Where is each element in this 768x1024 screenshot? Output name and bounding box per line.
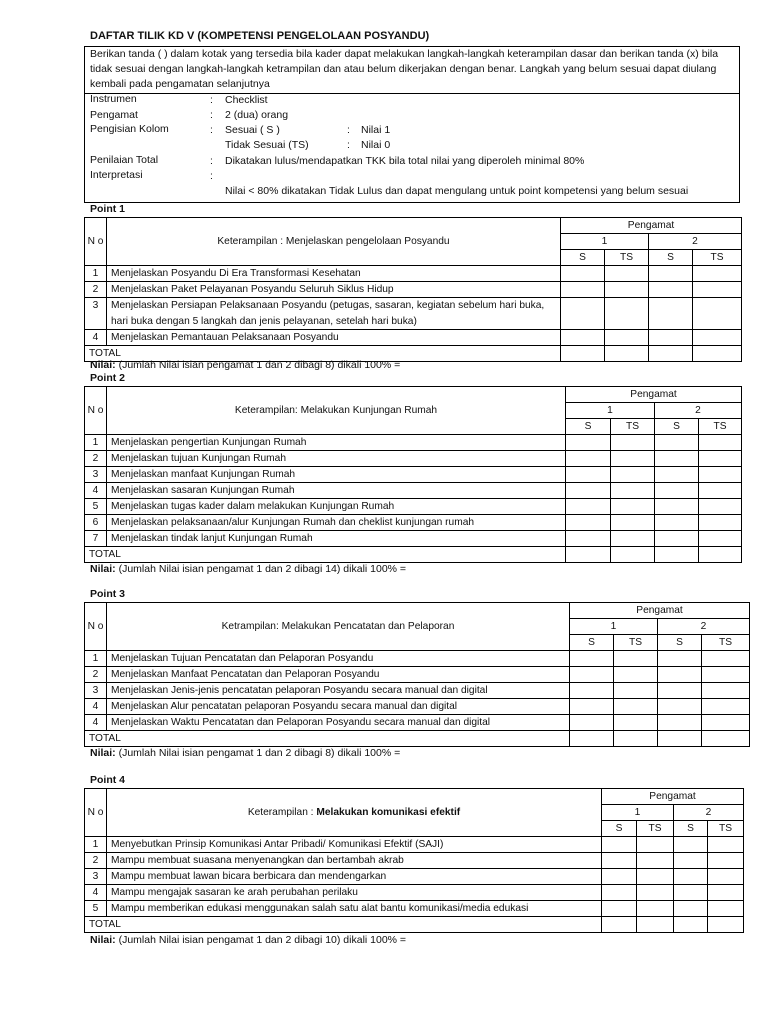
check-cell[interactable] [570, 651, 614, 667]
check-cell[interactable] [702, 731, 750, 747]
table-row [85, 435, 742, 451]
check-cell[interactable] [611, 435, 655, 451]
check-cell[interactable] [611, 483, 655, 499]
nilai-label: Nilai: [90, 934, 116, 946]
table-row [85, 483, 742, 499]
check-cell[interactable] [614, 683, 658, 699]
s-header: S [649, 250, 693, 266]
check-cell[interactable] [566, 531, 611, 547]
row-number: 2 [85, 667, 107, 683]
check-cell[interactable] [605, 346, 649, 362]
point-3-label: Point 3 [90, 588, 126, 600]
table-row [85, 651, 750, 667]
interpretasi-label: Interpretasi [90, 169, 143, 181]
check-cell[interactable] [566, 515, 611, 531]
no-header: N o [85, 603, 107, 651]
s-header: S [561, 250, 605, 266]
row-number: 3 [85, 467, 107, 483]
row-number: 2 [85, 853, 107, 869]
colon: : [347, 139, 350, 151]
check-cell[interactable] [649, 266, 693, 282]
observer-2-header: 2 [655, 403, 742, 419]
check-cell[interactable] [655, 467, 699, 483]
total-row [85, 917, 744, 933]
check-cell[interactable] [605, 266, 649, 282]
check-cell[interactable] [658, 731, 702, 747]
check-cell[interactable] [699, 451, 742, 467]
point-4-label: Point 4 [90, 774, 126, 786]
check-cell[interactable] [655, 483, 699, 499]
observer-1-header: 1 [561, 234, 649, 250]
check-cell[interactable] [602, 869, 637, 885]
row-text: Menjelaskan Persiapan Pelaksanaan Posyandu (petugas, sasaran, kegiatan sebelum hari buka, hari buka dengan 5 langkah dan jenis pelayanan, setelah hari buka) [107, 298, 561, 330]
row-text: Menyebutkan Prinsip Komunikasi Antar Pribadi/ Komunikasi Efektif (SAJI) [107, 837, 602, 853]
table-row [85, 869, 744, 885]
row-text: Menjelaskan Paket Pelayanan Posyandu Seluruh Siklus Hidup [107, 282, 561, 298]
instrument-info-box [84, 93, 740, 203]
row-number: 3 [85, 869, 107, 885]
row-number: 4 [85, 885, 107, 901]
row-number: 2 [85, 451, 107, 467]
check-cell[interactable] [693, 298, 742, 330]
ts-header: TS [699, 419, 742, 435]
check-cell[interactable] [602, 901, 637, 917]
interpretasi-value: Nilai < 80% dikatakan Tidak Lulus dan dapat mengulang untuk point kompetensi yang belum sesuai [225, 185, 689, 197]
no-header: N o [85, 387, 107, 435]
check-cell[interactable] [561, 282, 605, 298]
row-number: 4 [85, 699, 107, 715]
check-cell[interactable] [658, 651, 702, 667]
s-header: S [674, 821, 708, 837]
colon: : [210, 124, 213, 136]
skill-heading: Keterampilan : Menjelaskan pengelolaan Posyandu [107, 218, 561, 266]
s-header: S [566, 419, 611, 435]
instruction-text: Berikan tanda ( ) dalam kotak yang tersedia bila kader dapat melakukan langkah-langkah keterampilan dasar dan berikan tanda (x) bila tidak sesuai dengan langkah-langkah ketrampilan dan atau belum dikerjakan dengan benar. Langkah yang belum sesuai dapat diulang kembali pada pengamatan selanjutnya [90, 48, 719, 90]
nilai-label: Nilai: [90, 359, 116, 371]
table-row [85, 515, 742, 531]
check-cell[interactable] [699, 467, 742, 483]
check-cell[interactable] [637, 869, 674, 885]
check-cell[interactable] [566, 467, 611, 483]
total-label: TOTAL [85, 346, 561, 362]
check-cell[interactable] [570, 715, 614, 731]
observer-2-header: 2 [649, 234, 742, 250]
check-cell[interactable] [566, 451, 611, 467]
nilai-formula: (Jumlah Nilai isian pengamat 1 dan 2 dibagi 14) dikali 100% = [118, 563, 407, 575]
observer-1-header: 1 [566, 403, 655, 419]
nilai-label: Nilai: [90, 747, 116, 759]
skill-heading: Keterampilan: Melakukan Kunjungan Rumah [107, 387, 566, 435]
colon: : [210, 170, 213, 182]
row-number: 5 [85, 499, 107, 515]
total-label: TOTAL [85, 547, 566, 563]
row-text: Menjelaskan pengertian Kunjungan Rumah [107, 435, 566, 451]
ts-header: TS [614, 635, 658, 651]
row-text: Menjelaskan tujuan Kunjungan Rumah [107, 451, 566, 467]
check-cell[interactable] [649, 282, 693, 298]
s-header: S [570, 635, 614, 651]
row-number: 4 [85, 715, 107, 731]
table-row [85, 683, 750, 699]
check-cell[interactable] [649, 330, 693, 346]
check-cell[interactable] [658, 667, 702, 683]
check-cell[interactable] [570, 699, 614, 715]
check-cell[interactable] [561, 298, 605, 330]
check-cell[interactable] [708, 885, 744, 901]
check-cell[interactable] [655, 451, 699, 467]
check-cell[interactable] [614, 651, 658, 667]
point-3-table [84, 602, 750, 747]
check-cell[interactable] [674, 837, 708, 853]
total-label: TOTAL [85, 731, 570, 747]
check-cell[interactable] [605, 282, 649, 298]
table-row [85, 531, 742, 547]
s-header: S [655, 419, 699, 435]
check-cell[interactable] [611, 451, 655, 467]
row-number: 3 [85, 298, 107, 330]
check-cell[interactable] [699, 435, 742, 451]
row-text: Menjelaskan Manfaat Pencatatan dan Pelaporan Posyandu [107, 667, 570, 683]
check-cell[interactable] [561, 346, 605, 362]
table-row [85, 667, 750, 683]
check-cell[interactable] [674, 901, 708, 917]
check-cell[interactable] [614, 715, 658, 731]
pengamat-header: Pengamat [602, 789, 744, 805]
check-cell[interactable] [702, 667, 750, 683]
check-cell[interactable] [566, 499, 611, 515]
check-cell[interactable] [611, 547, 655, 563]
ts-header: TS [605, 250, 649, 266]
pengisian-label: Pengisian Kolom [90, 123, 169, 135]
check-cell[interactable] [658, 683, 702, 699]
check-cell[interactable] [570, 683, 614, 699]
point-1-label: Point 1 [90, 203, 126, 215]
check-cell[interactable] [611, 467, 655, 483]
check-cell[interactable] [570, 667, 614, 683]
check-cell[interactable] [699, 499, 742, 515]
check-cell[interactable] [658, 715, 702, 731]
ts-header: TS [702, 635, 750, 651]
row-number: 7 [85, 531, 107, 547]
tidak-sesuai-label: Tidak Sesuai (TS) [225, 139, 309, 151]
table-row [85, 499, 742, 515]
check-cell[interactable] [637, 885, 674, 901]
ts-header: TS [637, 821, 674, 837]
check-cell[interactable] [570, 731, 614, 747]
observer-2-header: 2 [658, 619, 750, 635]
check-cell[interactable] [602, 917, 637, 933]
total-row [85, 547, 742, 563]
pengamat-value: 2 (dua) orang [225, 109, 289, 121]
observer-1-header: 1 [570, 619, 658, 635]
row-text: Menjelaskan Waktu Pencatatan dan Pelaporan Posyandu secara manual dan digital [107, 715, 570, 731]
check-cell[interactable] [611, 531, 655, 547]
row-number: 1 [85, 266, 107, 282]
row-text: Mampu membuat lawan bicara berbicara dan mendengarkan [107, 869, 602, 885]
s-header: S [602, 821, 637, 837]
row-text: Menjelaskan sasaran Kunjungan Rumah [107, 483, 566, 499]
table-row [85, 330, 742, 346]
check-cell[interactable] [699, 483, 742, 499]
row-text: Menjelaskan Posyandu Di Era Transformasi Kesehatan [107, 266, 561, 282]
table-row [85, 715, 750, 731]
row-number: 4 [85, 330, 107, 346]
check-cell[interactable] [637, 917, 674, 933]
skill-heading: Ketrampilan: Melakukan Pencatatan dan Pelaporan [107, 603, 570, 651]
row-number: 5 [85, 901, 107, 917]
colon: : [210, 109, 213, 121]
check-cell[interactable] [655, 435, 699, 451]
check-cell[interactable] [637, 853, 674, 869]
check-cell[interactable] [708, 917, 744, 933]
check-cell[interactable] [655, 547, 699, 563]
total-label: TOTAL [85, 917, 602, 933]
check-cell[interactable] [611, 515, 655, 531]
row-number: 1 [85, 435, 107, 451]
row-text: Menjelaskan tindak lanjut Kunjungan Rumah [107, 531, 566, 547]
nilai-formula: (Jumlah Nilai isian pengamat 1 dan 2 dibagi 8) dikali 100% = [118, 747, 401, 759]
table-row [85, 451, 742, 467]
instrumen-value: Checklist [225, 94, 268, 106]
row-text: Menjelaskan Pemantauan Pelaksanaan Posyandu [107, 330, 561, 346]
table-row [85, 837, 744, 853]
nilai-formula: (Jumlah Nilai isian pengamat 1 dan 2 dibagi 10) dikali 100% = [118, 934, 407, 946]
ts-header: TS [611, 419, 655, 435]
ts-header: TS [693, 250, 742, 266]
check-cell[interactable] [674, 853, 708, 869]
check-cell[interactable] [693, 282, 742, 298]
check-cell[interactable] [693, 266, 742, 282]
table-row [85, 885, 744, 901]
point-2-label: Point 2 [90, 372, 126, 384]
total-row [85, 731, 750, 747]
check-cell[interactable] [649, 298, 693, 330]
check-cell[interactable] [611, 499, 655, 515]
check-cell[interactable] [699, 531, 742, 547]
skill-heading-bold: Melakukan komunikasi efektif [316, 807, 461, 818]
colon: : [210, 155, 213, 167]
check-cell[interactable] [708, 869, 744, 885]
check-cell[interactable] [708, 853, 744, 869]
check-cell[interactable] [566, 547, 611, 563]
check-cell[interactable] [614, 731, 658, 747]
check-cell[interactable] [693, 346, 742, 362]
row-text: Menjelaskan Alur pencatatan pelaporan Posyandu secara manual dan digital [107, 699, 570, 715]
check-cell[interactable] [602, 837, 637, 853]
pengamat-header: Pengamat [566, 387, 742, 403]
nilai-0-label: Nilai 0 [361, 139, 391, 151]
table-row [85, 467, 742, 483]
nilai-formula: (Jumlah Nilai isian pengamat 1 dan 2 dibagi 8) dikali 100% = [118, 359, 401, 371]
check-cell[interactable] [561, 266, 605, 282]
check-cell[interactable] [649, 346, 693, 362]
point-1-table [84, 217, 742, 362]
no-header: N o [85, 218, 107, 266]
check-cell[interactable] [702, 699, 750, 715]
check-cell[interactable] [614, 699, 658, 715]
check-cell[interactable] [605, 330, 649, 346]
row-number: 1 [85, 837, 107, 853]
check-cell[interactable] [674, 885, 708, 901]
penilaian-label: Penilaian Total [90, 154, 159, 166]
check-cell[interactable] [693, 330, 742, 346]
check-cell[interactable] [674, 869, 708, 885]
colon: : [210, 94, 213, 106]
check-cell[interactable] [658, 699, 702, 715]
document-title: DAFTAR TILIK KD V (KOMPETENSI PENGELOLAAN POSYANDU) [90, 30, 430, 42]
row-number: 2 [85, 282, 107, 298]
check-cell[interactable] [655, 499, 699, 515]
row-text: Mampu memberikan edukasi menggunakan salah satu alat bantu komunikasi/media edukasi [107, 901, 602, 917]
check-cell[interactable] [602, 885, 637, 901]
row-text: Menjelaskan pelaksanaan/alur Kunjungan Rumah dan cheklist kunjungan rumah [107, 515, 566, 531]
observer-1-header: 1 [602, 805, 674, 821]
skill-heading [107, 789, 602, 837]
check-cell[interactable] [566, 435, 611, 451]
check-cell[interactable] [605, 298, 649, 330]
sesuai-label: Sesuai ( S ) [225, 124, 280, 136]
row-text: Menjelaskan manfaat Kunjungan Rumah [107, 467, 566, 483]
pengamat-header: Pengamat [561, 218, 742, 234]
check-cell[interactable] [637, 837, 674, 853]
check-cell[interactable] [699, 515, 742, 531]
check-cell[interactable] [655, 515, 699, 531]
point-2-table [84, 386, 742, 563]
table-row [85, 853, 744, 869]
row-number: 6 [85, 515, 107, 531]
nilai-1-label: Nilai 1 [361, 124, 391, 136]
row-text: Menjelaskan tugas kader dalam melakukan Kunjungan Rumah [107, 499, 566, 515]
observer-2-header: 2 [674, 805, 744, 821]
check-cell[interactable] [674, 917, 708, 933]
row-text: Menjelaskan Tujuan Pencatatan dan Pelaporan Posyandu [107, 651, 570, 667]
point-4-nilai [90, 934, 406, 946]
row-number: 1 [85, 651, 107, 667]
check-cell[interactable] [561, 330, 605, 346]
s-header: S [658, 635, 702, 651]
colon: : [347, 124, 350, 136]
check-cell[interactable] [702, 715, 750, 731]
table-row [85, 901, 744, 917]
ts-header: TS [708, 821, 744, 837]
row-text: Mampu mengajak sasaran ke arah perubahan perilaku [107, 885, 602, 901]
table-row [85, 298, 742, 330]
check-cell[interactable] [655, 531, 699, 547]
instruction-box [84, 46, 740, 94]
check-cell[interactable] [699, 547, 742, 563]
check-cell[interactable] [702, 683, 750, 699]
row-text: Menjelaskan Jenis-jenis pencatatan pelaporan Posyandu secara manual dan digital [107, 683, 570, 699]
row-text: Mampu membuat suasana menyenangkan dan bertambah akrab [107, 853, 602, 869]
row-number: 4 [85, 483, 107, 499]
check-cell[interactable] [708, 901, 744, 917]
pengamat-label: Pengamat [90, 109, 138, 121]
check-cell[interactable] [602, 853, 637, 869]
check-cell[interactable] [614, 667, 658, 683]
instrumen-label: Instrumen [90, 93, 137, 105]
table-row [85, 282, 742, 298]
check-cell[interactable] [702, 651, 750, 667]
table-row [85, 699, 750, 715]
point-1-nilai [90, 359, 400, 371]
penilaian-value: Dikatakan lulus/mendapatkan TKK bila total nilai yang diperoleh minimal 80% [225, 155, 585, 167]
row-number: 3 [85, 683, 107, 699]
check-cell[interactable] [566, 483, 611, 499]
point-2-nilai [90, 563, 406, 575]
check-cell[interactable] [637, 901, 674, 917]
no-header: N o [85, 789, 107, 837]
point-3-nilai [90, 747, 400, 759]
check-cell[interactable] [708, 837, 744, 853]
point-4-table [84, 788, 744, 933]
skill-heading-prefix: Keterampilan : [247, 807, 317, 818]
nilai-label: Nilai: [90, 563, 116, 575]
table-row [85, 266, 742, 282]
pengamat-header: Pengamat [570, 603, 750, 619]
